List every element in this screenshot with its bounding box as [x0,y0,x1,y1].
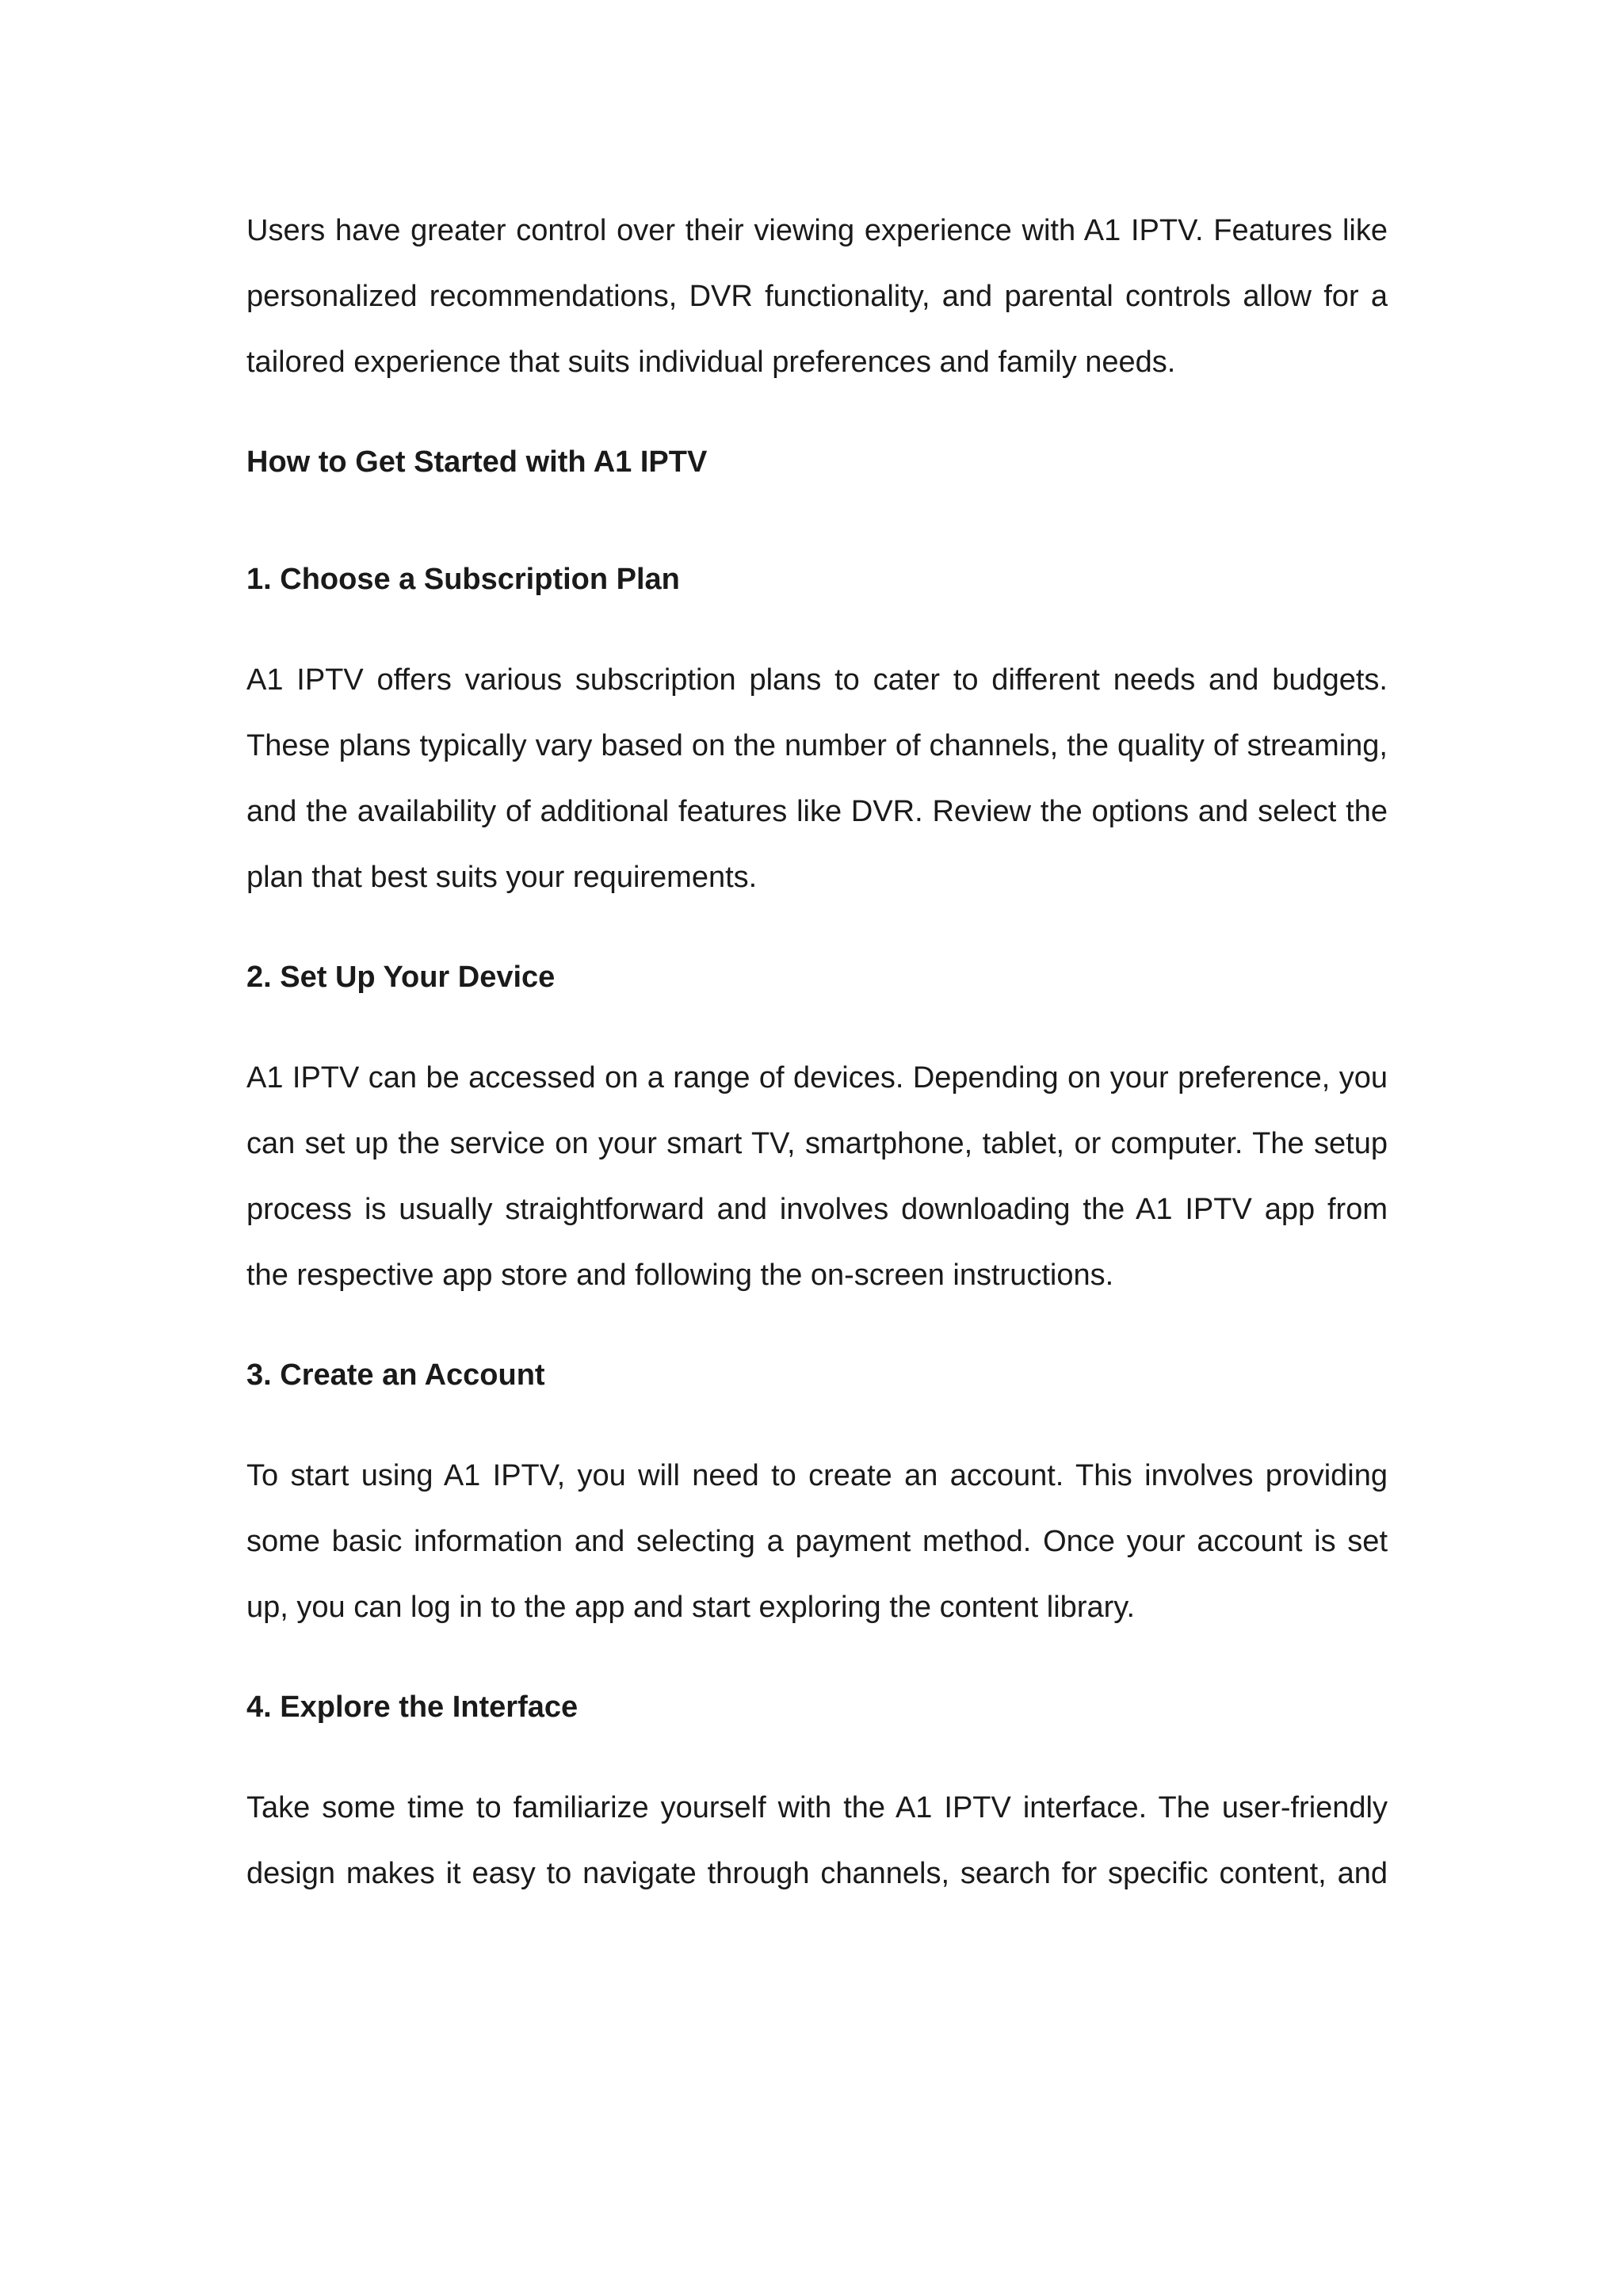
document-page [246,198,1388,1907]
section-heading-1: 1. Choose a Subscription Plan [246,563,680,596]
section-heading-4: 4. Explore the Interface [246,1690,579,1724]
section-heading-2: 2. Set Up Your Device [246,961,556,994]
section-body-2: A1 IPTV can be accessed on a range of devices. Depending on your preference, you can set up the service on your smart TV, smartphone, tablet, or computer. The setup process is usually straightforward and involves downloading the A1 IPTV app from the respective app store and following the on-screen instructions. [246,1061,1388,1292]
section-body-4: Take some time to familiarize yourself with the A1 IPTV interface. The user-friendly design makes it easy to navigate through channels, search for specific content, and [246,1791,1388,1890]
main-heading: How to Get Started with A1 IPTV [246,445,708,479]
section-heading-3: 3. Create an Account [246,1358,545,1392]
section-body-3: To start using A1 IPTV, you will need to create an account. This involves providing some basic information and selecting a payment method. Once your account is set up, you can log in to the app and start exploring the content library. [246,1459,1388,1624]
section-body-1: A1 IPTV offers various subscription plans to cater to different needs and budgets. These plans typically vary based on the number of channels, the quality of streaming, and the availability of additional features like DVR. Review the options and select the plan that best suits your requirements. [246,663,1388,894]
intro-paragraph: Users have greater control over their viewing experience with A1 IPTV. Features like personalized recommendations, DVR functionality, and parental controls allow for a tailored experience that suits individual preferences and family needs. [246,214,1388,379]
